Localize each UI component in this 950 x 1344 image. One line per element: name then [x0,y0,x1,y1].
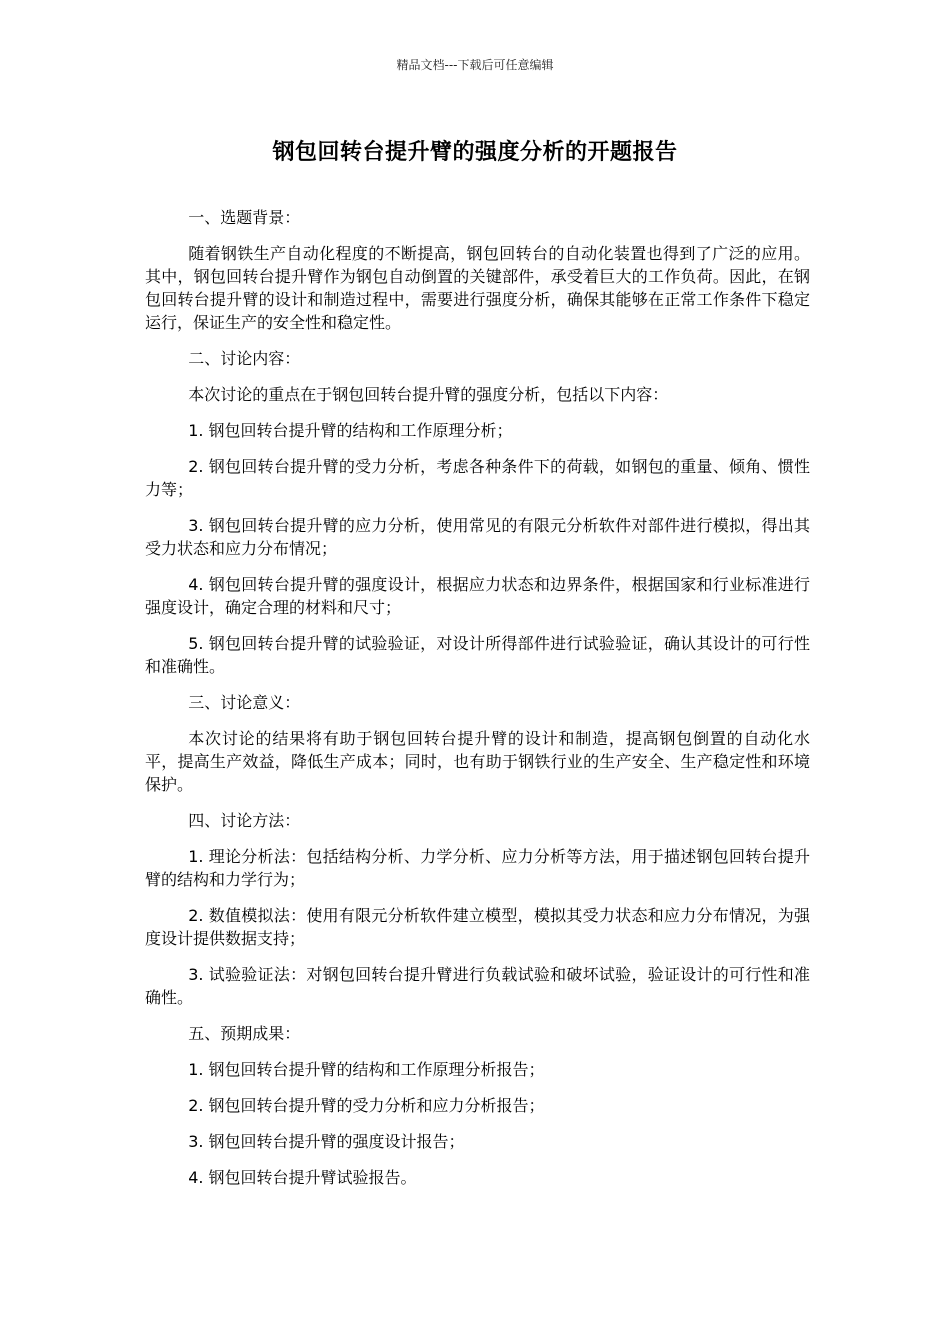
method-item: 3. 试验验证法：对钢包回转台提升臂进行负载试验和破坏试验，验证设计的可行性和准确性。 [145,965,810,1007]
method-item: 2. 数值模拟法：使用有限元分析软件建立模型，模拟其受力状态和应力分布情况，为强度设计提供数据支持； [145,906,810,948]
outcome-item: 3. 钢包回转台提升臂的强度设计报告； [188,1132,465,1151]
section-heading-background: 一、选题背景： [188,208,301,227]
outcome-item: 1. 钢包回转台提升臂的结构和工作原理分析报告； [188,1060,545,1079]
section-heading-outcomes: 五、预期成果： [188,1024,301,1043]
outcome-item: 4. 钢包回转台提升臂试验报告。 [188,1168,417,1187]
section-heading-significance: 三、讨论意义： [188,693,301,712]
significance-paragraph: 本次讨论的结果将有助于钢包回转台提升臂的设计和制造，提高钢包倒置的自动化水平，提高生产效益，降低生产成本；同时，也有助于钢铁行业的生产安全、生产稳定性和环境保护。 [145,729,810,794]
outcome-item: 2. 钢包回转台提升臂的受力分析和应力分析报告； [188,1096,545,1115]
content-item: 2. 钢包回转台提升臂的受力分析，考虑各种条件下的荷载，如钢包的重量、倾角、惯性力等； [145,457,810,499]
background-paragraph: 随着钢铁生产自动化程度的不断提高，钢包回转台的自动化装置也得到了广泛的应用。其中，钢包回转台提升臂作为钢包自动倒置的关键部件，承受着巨大的工作负荷。因此，在钢包回转台提升臂的设计和制造过程中，需要进行强度分析，确保其能够在正常工作条件下稳定运行，保证生产的安全性和稳定性。 [145,244,810,332]
content-item: 5. 钢包回转台提升臂的试验验证，对设计所得部件进行试验验证，确认其设计的可行性和准确性。 [145,634,810,676]
section-heading-content: 二、讨论内容： [188,349,301,368]
content-intro: 本次讨论的重点在于钢包回转台提升臂的强度分析，包括以下内容： [188,385,669,404]
content-item: 3. 钢包回转台提升臂的应力分析，使用常见的有限元分析软件对部件进行模拟，得出其受力状态和应力分布情况； [145,516,810,558]
section-heading-methods: 四、讨论方法： [188,811,301,830]
document-body [145,206,810,1202]
document-title: 钢包回转台提升臂的强度分析的开题报告 [272,140,678,165]
content-item: 1. 钢包回转台提升臂的结构和工作原理分析； [188,421,513,440]
method-item: 1. 理论分析法：包括结构分析、力学分析、应力分析等方法，用于描述钢包回转台提升臂的结构和力学行为； [145,847,810,889]
content-item: 4. 钢包回转台提升臂的强度设计，根据应力状态和边界条件，根据国家和行业标准进行强度设计，确定合理的材料和尺寸； [145,575,810,617]
page-header-note: 精品文档---下载后可任意编辑 [396,58,554,72]
